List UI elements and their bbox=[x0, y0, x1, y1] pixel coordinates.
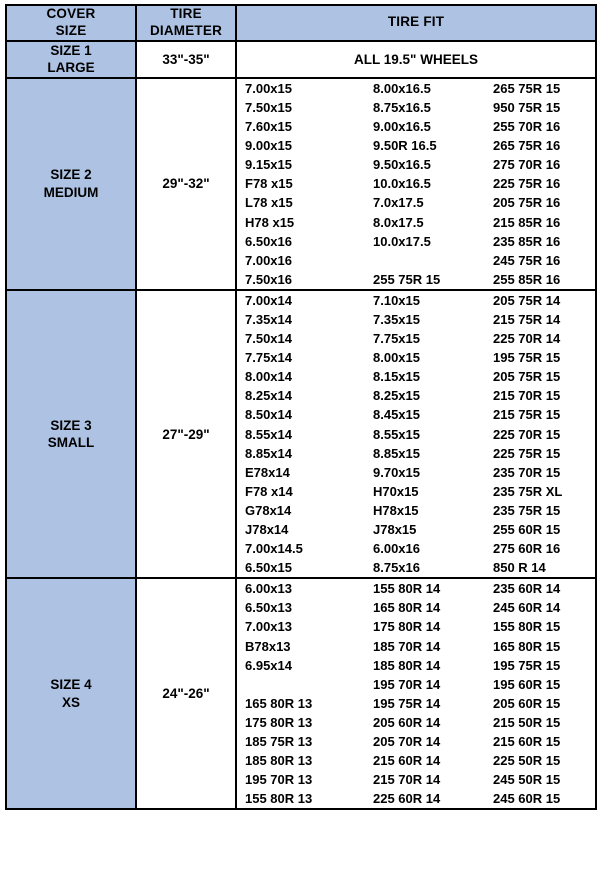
tire-fit-entry: 7.50x16 bbox=[245, 271, 292, 287]
tire-fit-entry: 6.00x16 bbox=[373, 541, 420, 557]
tire-fit-entry: 195 75R 14 bbox=[373, 695, 441, 711]
tire-fit-entry bbox=[245, 675, 373, 694]
tire-fit-entry: 255 85R 16 bbox=[493, 271, 561, 287]
tire-fit-entry: 8.55x14 bbox=[245, 426, 292, 442]
tire-fit-entry: 6.00x13 bbox=[245, 581, 292, 597]
tire-fit-entry: 8.25x14 bbox=[245, 388, 292, 404]
tire-fit-note-size-1: ALL 19.5" WHEELS bbox=[354, 51, 478, 67]
tire-fit-entry: 950 75R 15 bbox=[493, 99, 561, 115]
tire-fit-entry: 9.50x16.5 bbox=[373, 157, 431, 173]
tire-fit-entry: 195 70R 14 bbox=[373, 676, 441, 692]
column-header-tire-diameter-line1: TIRE bbox=[170, 6, 202, 21]
tire-fit-entry: 850 R 14 bbox=[493, 560, 546, 576]
tire-fit-entry: 8.0x17.5 bbox=[373, 214, 424, 230]
tire-fit-entry: 6.50x16 bbox=[245, 233, 292, 249]
tire-fit-entry: 225 75R 16 bbox=[493, 176, 561, 192]
tire-fit-entry: H78x15 bbox=[373, 502, 419, 518]
tire-fit-entry: 215 70R 14 bbox=[373, 772, 441, 788]
tire-fit-entry: 215 70R 15 bbox=[493, 388, 561, 404]
tire-fit-entry: 7.50x15 bbox=[245, 99, 292, 115]
tire-fit-entry: F78 x15 bbox=[245, 176, 293, 192]
tire-fit-entry: 195 75R 15 bbox=[493, 350, 561, 366]
tire-fit-entry: 205 60R 14 bbox=[373, 714, 441, 730]
tire-fit-entry: 8.25x15 bbox=[373, 388, 420, 404]
cover-size-label-line1: SIZE 4 bbox=[50, 677, 92, 693]
column-header-cover-size bbox=[6, 5, 136, 41]
tire-fit-entry: 265 75R 16 bbox=[493, 138, 561, 154]
column-header-tire-fit-line1: TIRE FIT bbox=[387, 14, 445, 30]
cover-size-label-line2: SMALL bbox=[47, 435, 95, 451]
tire-fit-entry: H78 x15 bbox=[245, 214, 295, 230]
tire-fit-entry: 8.50x14 bbox=[245, 407, 292, 423]
tire-fit-entry: 9.70x15 bbox=[373, 464, 420, 480]
tire-fit-entry: 7.00x14.5 bbox=[245, 541, 303, 557]
tire-fit-entry: B78x13 bbox=[245, 638, 291, 654]
cover-size-label-line2: MEDIUM bbox=[43, 184, 99, 200]
tire-fit-cell-size-3 bbox=[236, 290, 596, 578]
tire-fit-cell-size-2 bbox=[236, 78, 596, 290]
cover-size-cell-size-4 bbox=[6, 578, 136, 809]
tire-fit-entry: 235 70R 15 bbox=[493, 464, 561, 480]
tire-fit-entry: 7.10x15 bbox=[373, 292, 420, 308]
tire-fit-entry: 255 60R 15 bbox=[493, 522, 561, 537]
tire-fit-entry: 205 75R 15 bbox=[493, 369, 561, 385]
cover-size-cell-size-2 bbox=[6, 78, 136, 290]
tire-fit-entry: 7.75x14 bbox=[245, 350, 292, 366]
tire-fit-entry: 235 75R XL bbox=[493, 483, 563, 499]
tire-fit-entry: J78x15 bbox=[373, 522, 417, 537]
tire-fit-entry: 205 60R 15 bbox=[493, 695, 561, 711]
column-header-cover-size-line2: SIZE bbox=[55, 22, 87, 38]
tire-diameter-cell-size-4: 24"-26" bbox=[136, 578, 236, 809]
tire-fit-entry: 175 80R 14 bbox=[373, 619, 441, 635]
tire-fit-grid-size-3 bbox=[237, 291, 595, 577]
tire-fit-entry: 255 75R 15 bbox=[373, 271, 441, 287]
tire-fit-entry: 185 80R 14 bbox=[373, 657, 441, 673]
tire-fit-entry: 225 75R 15 bbox=[493, 445, 561, 461]
tire-fit-entry: G78x14 bbox=[245, 502, 292, 518]
table-header-row bbox=[6, 5, 596, 41]
tire-fit-entry: 165 80R 15 bbox=[493, 638, 561, 654]
tire-fit-entry: 7.00x15 bbox=[245, 80, 292, 96]
tire-fit-grid-size-2 bbox=[237, 79, 595, 289]
tire-fit-entry: 9.50R 16.5 bbox=[373, 138, 437, 154]
tire-diameter-cell-size-1: 33"-35" bbox=[136, 41, 236, 78]
tire-fit-entry: 225 60R 14 bbox=[373, 791, 441, 807]
cover-size-label-line2: XS bbox=[61, 694, 80, 710]
tire-fit-entry: 185 80R 13 bbox=[245, 753, 313, 769]
cover-size-label-line1: SIZE 2 bbox=[50, 167, 92, 183]
tire-fit-entry: 165 80R 14 bbox=[373, 600, 441, 616]
tire-fit-entry: J78x14 bbox=[245, 522, 289, 537]
tire-fit-entry: 155 80R 13 bbox=[245, 791, 313, 807]
table-row bbox=[6, 78, 596, 290]
tire-fit-entry: 8.15x15 bbox=[373, 369, 420, 385]
tire-fit-entry: 8.75x16 bbox=[373, 560, 420, 576]
tire-fit-entry: 225 70R 15 bbox=[493, 426, 561, 442]
cover-size-label-line2: LARGE bbox=[47, 60, 95, 76]
tire-fit-entry: 175 80R 13 bbox=[245, 714, 313, 730]
tire-fit-entry: 195 60R 15 bbox=[493, 676, 561, 692]
tire-fit-entry: 8.00x16.5 bbox=[373, 80, 431, 96]
tire-fit-entry: 215 60R 14 bbox=[373, 753, 441, 769]
tire-fit-entry: 8.75x16.5 bbox=[373, 99, 431, 115]
tire-fit-cell-size-1 bbox=[236, 41, 596, 78]
tire-diameter-cell-size-2: 29"-32" bbox=[136, 78, 236, 290]
tire-fit-entry: 275 70R 16 bbox=[493, 157, 561, 173]
tire-fit-entry: 245 60R 14 bbox=[493, 600, 561, 616]
tire-fit-entry: 245 60R 15 bbox=[493, 791, 561, 807]
tire-fit-entry: 8.85x15 bbox=[373, 445, 420, 461]
tire-fit-entry: 8.45x15 bbox=[373, 407, 420, 423]
tire-fit-entry: 7.00x14 bbox=[245, 292, 292, 308]
column-header-tire-fit bbox=[236, 5, 596, 41]
tire-fit-entry: 7.35x15 bbox=[373, 311, 420, 327]
tire-fit-entry: 9.15x15 bbox=[245, 157, 292, 173]
tire-fit-entry: 7.35x14 bbox=[245, 311, 292, 327]
tire-fit-entry: H70x15 bbox=[373, 483, 419, 499]
tire-fit-entry: 8.00x14 bbox=[245, 369, 292, 385]
tire-fit-entry: 215 85R 16 bbox=[493, 214, 561, 230]
tire-fit-entry: 185 75R 13 bbox=[245, 734, 313, 750]
tire-fit-entry: 215 75R 15 bbox=[493, 407, 561, 423]
cover-size-cell-size-3 bbox=[6, 290, 136, 578]
tire-fit-entry: 215 60R 15 bbox=[493, 734, 561, 750]
column-header-tire-diameter bbox=[136, 5, 236, 41]
tire-fit-entry: 195 75R 15 bbox=[493, 657, 561, 673]
tire-fit-entry: 8.85x14 bbox=[245, 445, 292, 461]
tire-fit-entry: 205 75R 14 bbox=[493, 292, 561, 308]
tire-fit-entry: 9.00x16.5 bbox=[373, 119, 431, 135]
tire-fit-entry: 6.50x15 bbox=[245, 560, 292, 576]
tire-fit-entry: 6.95x14 bbox=[245, 657, 292, 673]
tire-fit-grid-size-4 bbox=[237, 579, 595, 808]
tire-fit-entry: 7.75x15 bbox=[373, 331, 420, 347]
tire-fit-entry: 235 60R 14 bbox=[493, 581, 561, 597]
tire-fitment-table bbox=[5, 4, 597, 810]
tire-fit-entry: 215 75R 14 bbox=[493, 311, 561, 327]
tire-fit-entry: 9.00x15 bbox=[245, 138, 292, 154]
tire-fit-entry: 7.00x13 bbox=[245, 619, 292, 635]
tire-fit-entry: 10.0x16.5 bbox=[373, 176, 431, 192]
tire-fit-entry: 235 85R 16 bbox=[493, 233, 561, 249]
tire-fit-entry: 8.00x15 bbox=[373, 350, 420, 366]
tire-fit-entry: 235 75R 15 bbox=[493, 502, 561, 518]
tire-fit-entry: 8.55x15 bbox=[373, 426, 420, 442]
tire-fit-entry bbox=[373, 251, 493, 270]
tire-fit-entry: 245 75R 16 bbox=[493, 252, 561, 268]
table-row bbox=[6, 290, 596, 578]
column-header-tire-diameter-line2: DIAMETER bbox=[149, 22, 223, 38]
tire-fit-entry: 195 70R 13 bbox=[245, 772, 313, 788]
table-row bbox=[6, 41, 596, 78]
tire-fit-entry: 265 75R 15 bbox=[493, 80, 561, 96]
tire-fit-entry: 185 70R 14 bbox=[373, 638, 441, 654]
column-header-cover-size-line1: COVER bbox=[46, 6, 96, 21]
tire-fit-entry: 155 80R 14 bbox=[373, 581, 441, 597]
tire-fit-entry: F78 x14 bbox=[245, 483, 293, 499]
tire-fit-entry: 6.50x13 bbox=[245, 600, 292, 616]
tire-fit-entry: 205 75R 16 bbox=[493, 195, 561, 211]
tire-fit-entry: 155 80R 15 bbox=[493, 619, 561, 635]
tire-fit-entry: 165 80R 13 bbox=[245, 695, 313, 711]
cover-size-label-line1: SIZE 3 bbox=[50, 417, 92, 433]
tire-fit-entry: 10.0x17.5 bbox=[373, 233, 431, 249]
tire-fit-entry: 215 50R 15 bbox=[493, 714, 561, 730]
tire-fit-entry: 205 70R 14 bbox=[373, 734, 441, 750]
tire-fit-entry: 255 70R 16 bbox=[493, 119, 561, 135]
cover-size-label-line1: SIZE 1 bbox=[50, 42, 92, 58]
cover-size-cell-size-1 bbox=[6, 41, 136, 78]
table-row bbox=[6, 578, 596, 809]
tire-diameter-cell-size-3: 27"-29" bbox=[136, 290, 236, 578]
tire-fit-entry: 275 60R 16 bbox=[493, 541, 561, 557]
tire-fit-entry: E78x14 bbox=[245, 464, 290, 480]
tire-fit-entry: 225 70R 14 bbox=[493, 331, 561, 347]
tire-fit-entry: L78 x15 bbox=[245, 195, 293, 211]
tire-fit-entry: 7.60x15 bbox=[245, 119, 292, 135]
tire-fit-entry: 245 50R 15 bbox=[493, 772, 561, 788]
tire-fit-entry: 225 50R 15 bbox=[493, 753, 561, 769]
tire-fit-entry: 7.0x17.5 bbox=[373, 195, 424, 211]
tire-fit-entry: 7.50x14 bbox=[245, 331, 292, 347]
tire-fit-entry: 7.00x16 bbox=[245, 252, 292, 268]
tire-fit-cell-size-4 bbox=[236, 578, 596, 809]
